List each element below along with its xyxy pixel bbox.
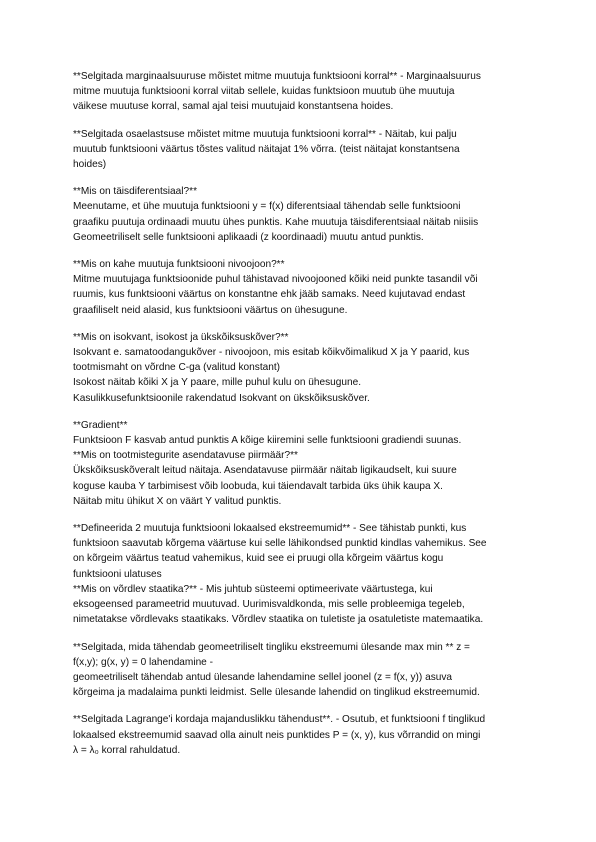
paragraph-marginal [73,69,536,115]
text-line: **Selgitada, mida tähendab geomeetriliselt tingliku ekstreemumi ülesande max min ** z = [73,641,470,653]
text-line: väikese muutuse korral, samal ajal teisi muutujaid konstantsena hoides. [73,101,394,113]
text-line: Mitme muutujaga funktsioonide puhul tähistavad nivoojooned kõiki neid punkte tasandil või [73,274,478,286]
text-line: **Mis on tootmistegurite asendatavuse piirmäär?** [73,450,298,462]
text-line: **Defineerida 2 muutuja funktsiooni lokaalsed ekstreemumid** - See tähistab punkti, kus [73,523,467,535]
text-line: eksogeensed parameetrid muutuvad. Uurimisvaldkonda, mis selle probleemiga tegeleb, [73,599,465,611]
text-line: **Mis on isokvant, isokost ja ükskõiksuskõver?** [73,331,289,343]
text-line: ruumis, kus funktsiooni väärtus on konstantne ehk jääb samaks. Need kujutavad endast [73,289,466,301]
text-line: Isokost näitab kõiki X ja Y paare, mille puhul kulu on ühesugune. [73,377,362,389]
paragraph-local-extrema [73,521,536,627]
text-line: Meenutame, et ühe muutuja funktsiooni y = f(x) diferentsiaal tähendab selle funktsiooni [73,201,461,213]
text-line: Funktsioon F kasvab antud punktis A kõige kiiremini selle funktsiooni gradiendi suunas. [73,435,462,447]
paragraph-total-differential [73,184,536,245]
text-line: muutub funktsiooni väärtus tõstes valitud näitajat 1% võrra. (teist näitajat konstantsena [73,143,460,155]
text-line: on kõrgeim väärtus teatud vahemikus, kuid see ei pruugi olla kõrgeim väärtus kogu [73,553,444,565]
paragraph-elasticity [73,127,536,173]
text-line: **Mis on kahe muutuja funktsiooni nivoojoon?** [73,259,285,271]
text-line: graafiliselt neid alasid, kus funktsiooni väärtus on ühesugune. [73,304,348,316]
text-line: **Mis on täisdiferentsiaal?** [73,186,197,198]
text-line: Isokvant e. samatoodangukõver - nivoojoon, mis esitab kõikvõimalikud X ja Y paarid, kus [73,347,470,359]
paragraph-lagrange [73,712,536,758]
text-line: graafiku puutuja ordinaadi muutu ühes punktis. Kahe muutuja täisdiferentsiaal näitab niisiis [73,216,479,228]
text-line: **Selgitada osaelastsuse mõistet mitme muutuja funktsiooni korral** - Näitab, kui palju [73,128,457,140]
text-line: Kasulikkusefunktsioonile rakendatud Isokvant on ükskõiksuskõver. [73,392,370,404]
text-line: **Selgitada Lagrange'i kordaja majanduslikku tähendust**. - Osutub, et funktsiooni f tinglikud [73,714,486,726]
text-line: tootmismaht on võrdne C-ga (valitud konstant) [73,362,281,374]
text-line: lokaalsed ekstreemumid saavad olla ainult neis punktides P = (x, y), kus võrrandid on mingi [73,729,481,741]
text-line: **Gradient** [73,419,128,431]
text-line: koguse kauba Y tarbimisest võib loobuda, kui täiendavalt tarbida üks ühik kaupa X. [73,480,443,492]
text-line: Ükskõiksuskõveralt leitud näitaja. Asendatavuse piirmäär näitab ligikaudselt, kui suure [73,465,457,477]
text-line: kõrgeima ja madalaima punkti leidmist. Selle ülesande lahendid on tinglikud ekstreemumid. [73,687,480,699]
text-line: funktsiooni ulatuses [73,568,162,580]
text-line: **Selgitada marginaalsuuruse mõistet mitme muutuja funktsiooni korral** - Marginaalsuurus [73,71,481,82]
text-line: hoides) [73,159,107,171]
paragraph-isoquant [73,330,536,406]
text-line: f(x,y); g(x, y) = 0 lahendamine - [73,656,213,668]
text-line: Geomeetriliselt selle funktsiooni aplikaadi (z koordinaadi) muutu antud punktis. [73,231,424,243]
text-line: λ = λ₀ korral rahuldatud. [73,744,181,756]
text-line: **Mis on võrdlev staatika?** - Mis juhtub süsteemi optimeerivate väärtustega, kui [73,583,433,595]
text-line: mitme muutuja funktsiooni korral viitab sellele, kuidas funktsioon muutub ühe muutuja [73,86,455,98]
text-line: geomeetriliselt tähendab antud ülesande lahendamine sellel joonel (z = f(x, y)) asuva [73,671,453,683]
text-line: nimetatakse võrdlevaks staatikaks. Võrdlev staatika on tuletiste ja osatuletiste matemaatika. [73,614,484,626]
paragraph-level-curve [73,257,536,318]
text-line: Näitab mitu ühikut X on väärt Y valitud punktis. [73,495,282,507]
paragraph-conditional-extremum [73,640,536,701]
paragraph-gradient [73,418,536,509]
text-line: funktsioon saavutab kõrgema väärtuse kui selle lähikondsed punktid kindlas vahemikus. See [73,538,487,550]
